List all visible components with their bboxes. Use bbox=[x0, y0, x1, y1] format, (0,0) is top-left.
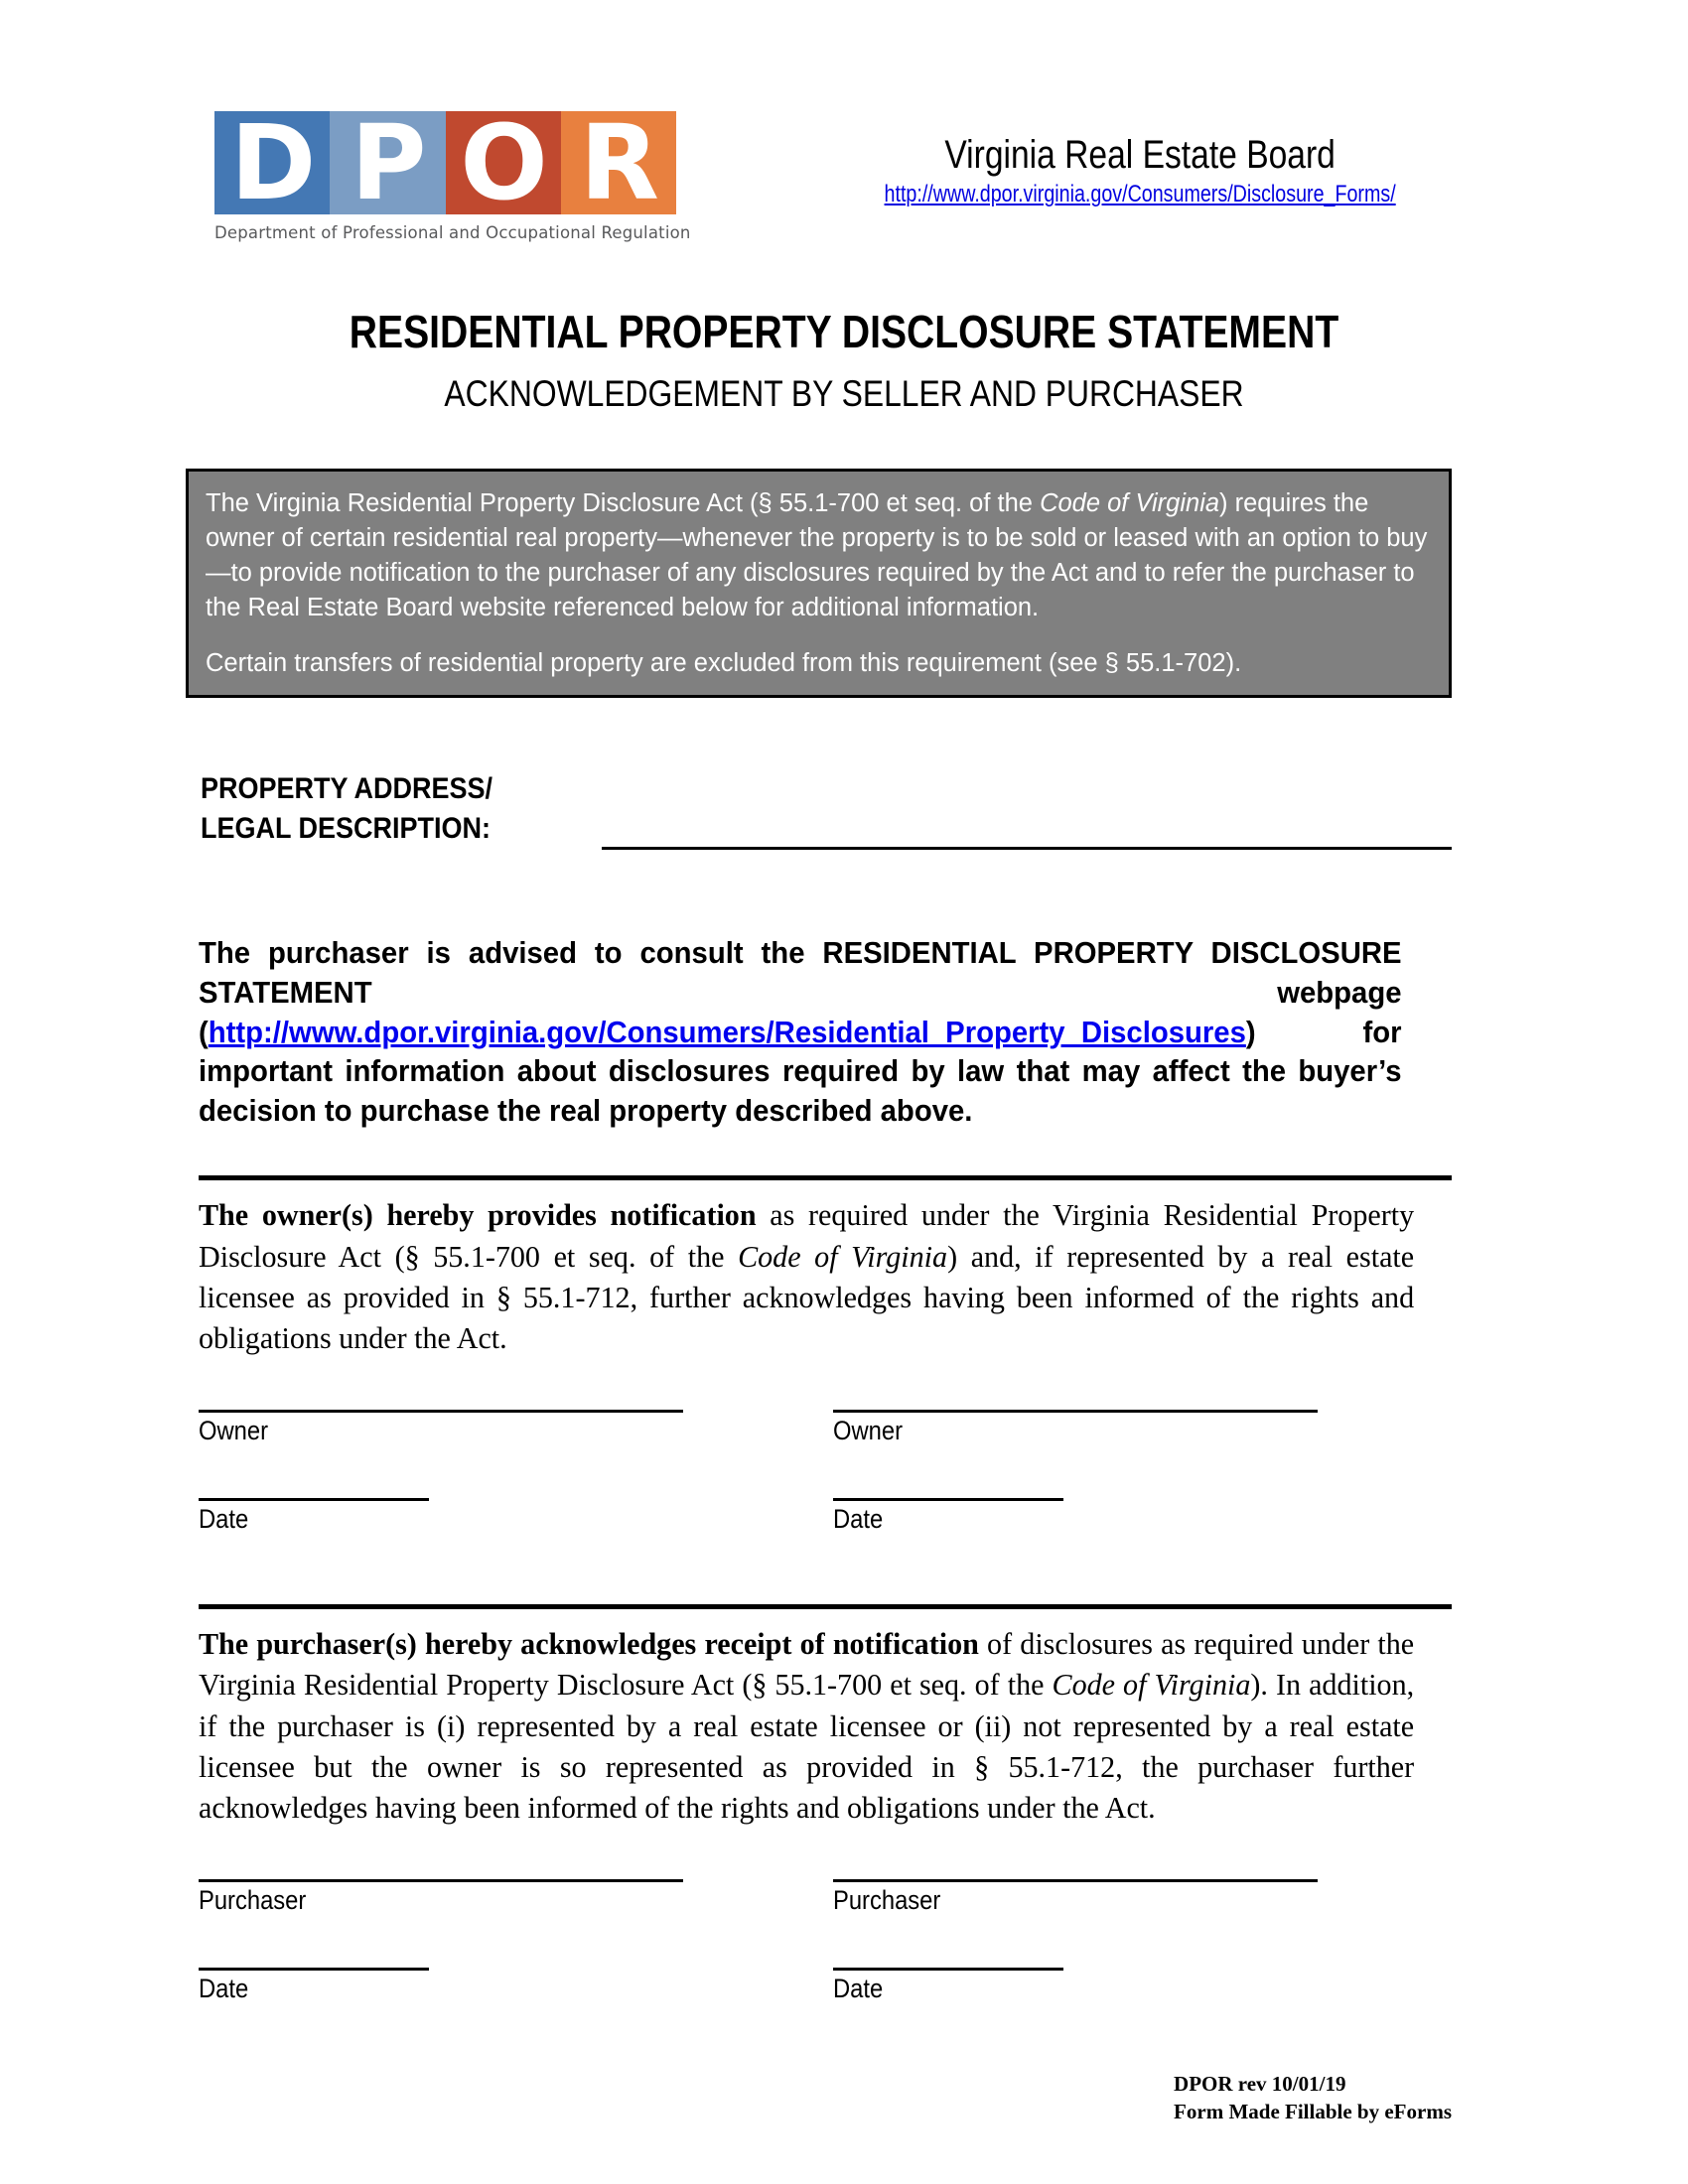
property-address-input[interactable] bbox=[602, 847, 1452, 850]
document-footer bbox=[1174, 2071, 1452, 2126]
property-address-label bbox=[201, 769, 1327, 849]
purchaser-lead-in: The purchaser(s) hereby acknowledges receipt of notification bbox=[199, 1626, 979, 1662]
owner-date-row bbox=[199, 1498, 1452, 1535]
logo-letter-p: P bbox=[351, 111, 425, 214]
notice-paragraph-1 bbox=[206, 486, 1432, 625]
notice-p1-part1: The Virginia Residential Property Disclosure Act (§ 55.1-700 et seq. of the bbox=[206, 489, 1041, 517]
advisory-paragraph bbox=[199, 934, 1402, 1133]
board-url-link[interactable]: http://www.dpor.virginia.gov/Consumers/Disclosure_Forms/ bbox=[884, 181, 1396, 207]
purchaser-signature-block bbox=[199, 1879, 1452, 2004]
purchaser-right-signature-input[interactable] bbox=[833, 1879, 1318, 1882]
owner-section-divider bbox=[199, 1175, 1452, 1180]
board-name: Virginia Real Estate Board bbox=[944, 133, 1336, 177]
dpor-logo-tagline: Department of Professional and Occupational Regulation bbox=[214, 223, 691, 242]
purchaser-body-italic: Code of Virginia bbox=[1052, 1667, 1251, 1703]
owner-right-label: Owner bbox=[833, 1416, 903, 1446]
owner-left-signature-input[interactable] bbox=[199, 1410, 683, 1413]
owner-left-date-cell bbox=[199, 1498, 825, 1535]
property-address-label-line2: LEGAL DESCRIPTION: bbox=[201, 811, 492, 845]
footer-revision: DPOR rev 10/01/19 bbox=[1174, 2072, 1346, 2097]
purchaser-left-date-cell bbox=[199, 1968, 825, 2004]
owner-left-label: Owner bbox=[199, 1416, 268, 1446]
owner-lead-in: The owner(s) hereby provides notification bbox=[199, 1197, 757, 1233]
purchaser-left-label: Purchaser bbox=[199, 1885, 307, 1916]
purchaser-right-label: Purchaser bbox=[833, 1885, 941, 1916]
property-address-label-line1: PROPERTY ADDRESS/ bbox=[201, 771, 493, 805]
page-subtitle: ACKNOWLEDGEMENT BY SELLER AND PURCHASER bbox=[444, 373, 1244, 414]
purchaser-section-divider bbox=[199, 1604, 1452, 1609]
logo-letter-d: D bbox=[229, 111, 315, 214]
logo-square-p bbox=[330, 111, 445, 214]
purchaser-right-date-cell bbox=[825, 1968, 1452, 2004]
notice-p1-italic: Code of Virginia bbox=[1040, 489, 1220, 517]
dpor-logo bbox=[214, 111, 691, 242]
purchaser-date-row bbox=[199, 1968, 1452, 2004]
owner-left-date-input[interactable] bbox=[199, 1498, 429, 1501]
owner-body-italic: Code of Virginia bbox=[738, 1238, 948, 1274]
purchaser-left-date-label: Date bbox=[199, 1974, 249, 2004]
logo-square-d bbox=[214, 111, 330, 214]
owner-name-row bbox=[199, 1410, 1452, 1446]
owner-right-cell bbox=[825, 1410, 1452, 1446]
owner-right-signature-input[interactable] bbox=[833, 1410, 1318, 1413]
purchaser-body-part2: ). In addition, if the purchaser is (i) represented by a real estate licensee or (ii) not represented by a real estate licensee but the owner is so represented as provided in § 55.1-712, the purchaser further acknowledges having been informed of the rights and obligations under the Act. bbox=[199, 1667, 1415, 1826]
purchaser-right-date-input[interactable] bbox=[833, 1968, 1063, 1971]
advisory-part2: ) for important information about disclosures required by law that may affect the buyer’s decision to purchase the real property described above. bbox=[199, 1015, 1402, 1129]
owner-left-date-label: Date bbox=[199, 1504, 249, 1535]
header-right-block bbox=[828, 111, 1452, 208]
owner-right-date-cell bbox=[825, 1498, 1452, 1535]
page-title: RESIDENTIAL PROPERTY DISCLOSURE STATEMENT bbox=[349, 306, 1339, 357]
purchaser-right-cell bbox=[825, 1879, 1452, 1916]
owner-left-cell bbox=[199, 1410, 825, 1446]
purchaser-body-part1: of disclosures as required under the Virginia Residential Property Disclosure Act (§ 55.1-700 et seq. of the bbox=[199, 1626, 1415, 1703]
purchaser-left-date-input[interactable] bbox=[199, 1968, 429, 1971]
property-address-block bbox=[201, 769, 1452, 879]
footer-credit: Form Made Fillable by eForms bbox=[1174, 2100, 1452, 2124]
purchaser-right-date-label: Date bbox=[833, 1974, 884, 2004]
residential-disclosures-link[interactable]: http://www.dpor.virginia.gov/Consumers/Residential_Property_Disclosures bbox=[208, 1015, 1246, 1049]
owner-signature-block bbox=[199, 1410, 1452, 1535]
purchaser-left-signature-input[interactable] bbox=[199, 1879, 683, 1882]
advisory-part1: The purchaser is advised to consult the RESIDENTIAL PROPERTY DISCLOSURE STATEMENT webpage ( bbox=[199, 935, 1402, 1049]
document-header bbox=[0, 0, 1688, 242]
notice-p1-part2: ) requires the owner of certain residential real property—whenever the property is to be sold or leased with an option to buy—to provide notification to the purchaser of any disclosures required by the Act and to refer the purchaser to the Real Estate Board website referenced below for additional information. bbox=[206, 489, 1428, 621]
logo-square-o bbox=[446, 111, 561, 214]
owner-body-part1: as required under the Virginia Residential Property Disclosure Act (§ 55.1-700 et seq. of the bbox=[199, 1197, 1415, 1274]
logo-square-r bbox=[561, 111, 676, 214]
owner-right-date-label: Date bbox=[833, 1504, 884, 1535]
notice-box bbox=[186, 469, 1452, 698]
purchaser-left-cell bbox=[199, 1879, 825, 1916]
purchaser-name-row bbox=[199, 1879, 1452, 1916]
purchaser-acknowledgement-paragraph bbox=[199, 1623, 1414, 1828]
dpor-logo-squares bbox=[214, 111, 676, 214]
logo-letter-o: O bbox=[460, 111, 546, 214]
logo-letter-r: R bbox=[579, 111, 657, 214]
owner-body-part2: ) and, if represented by a real estate licensee as provided in § 55.1-712, further acknowledges having been informed of the rights and obligations under the Act. bbox=[199, 1238, 1415, 1356]
owner-right-date-input[interactable] bbox=[833, 1498, 1063, 1501]
notice-paragraph-2: Certain transfers of residential property are excluded from this requirement (see § 55.1-702). bbox=[206, 648, 1242, 677]
owner-notification-paragraph bbox=[199, 1194, 1414, 1358]
